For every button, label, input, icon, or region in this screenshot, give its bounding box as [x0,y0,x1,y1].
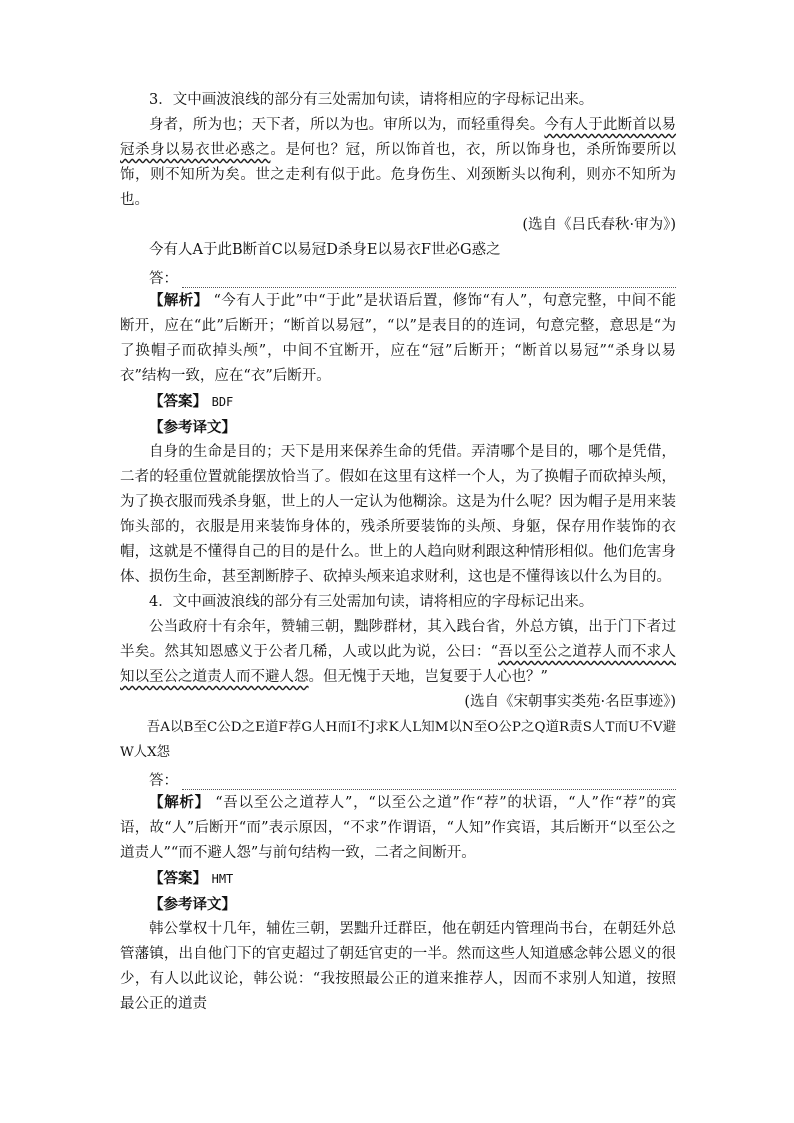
q4-translation: 韩公掌权十几年，辅佐三朝，罢黜升迁群臣，他在朝廷内管理尚书台，在朝廷外总管藩镇，出自他门下的官吏超过了朝廷官吏的一半。然而这些人知道感念韩公恩义的很少，有人以此议论，韩公说：“我按照最公正的道来推荐人，因而不求别人知道，按照最公正的道责 [120,921,676,1012]
q3-key-label: 【答案】 [149,393,207,410]
q3-marked-sentence: 今有人A于此B断首C以易冠D杀身E以易衣F世必G惑之 [149,242,501,258]
q3-answer-blank[interactable] [182,270,676,288]
q4-answer-label: 答： [149,773,178,789]
q3-source: (选自《吕氏春秋·审为》) [522,217,676,233]
q4-analysis-label: 【解析】 [149,794,210,811]
q4-passage-wavy: 吾以至公之道荐人而不求人知以至公之道责人而不避人怨 [120,644,676,685]
q3-passage-wavy: 今有人于此断首以易冠杀身以易衣世必惑之 [120,117,677,158]
q3-answer-label: 答： [149,271,178,287]
q4-translation-label: 【参考译文】 [149,896,236,913]
q3-analysis-text: “今有人于此”中“于此”是状语后置，修饰“有人”，句意完整，中间不能断开，应在“此”后断开；“断首以易冠”，“以”是表目的的连词，句意完整，意思是“为了换帽子而砍掉头颅”，中间不宜断开，应在“冠”后断开；“断首以易冠”“杀身以易衣”结构一致，应在“衣”后断开。 [120,293,677,384]
q4-key-row [120,866,676,892]
document-page [120,88,676,1017]
q4-source: (选自《宋朝事实类苑·名臣事迹》) [464,694,676,710]
q3-key-row [120,389,676,415]
q4-answer-line[interactable] [120,765,676,790]
q3-translation: 自身的生命是目的；天下是用来保养生命的凭借。弄清哪个是目的，哪个是凭借，二者的轻重位置就能摆放恰当了。假如在这里有这样一个人，为了换帽子而砍掉头颅，为了换衣服而残杀身躯，世上的人一定认为他糊涂。这是为什么呢？因为帽子是用来装饰头部的，衣服是用来装饰身体的，残杀所要装饰的头颅、身躯，保存用作装饰的衣帽，这就是不懂得自己的目的是什么。世上的人趋向财利跟这种情形相似。他们危害身体、损伤生命，甚至割断脖子、砍掉头颅来追求财利，这也是不懂得该以什么为目的。 [120,444,676,585]
q3-passage-pre: 身者，所为也；天下者，所以为也。审所以为，而轻重得矣。 [149,117,545,133]
q4-marked-sentence: 吾A以B至C公D之E道F荐G人H而I不J求K人L知M以N至O公P之Q道R责S人T而U不V避W人X怨 [120,720,676,760]
q4-passage-pre: 公当政府十有余年，赞辅三朝，黜陟群材，其入践台省，外总方镇，出于门下者过半矣。然其知恩感义于公者几稀，人或以此为说，公曰：“ [120,619,676,660]
q3-translation-label: 【参考译文】 [149,419,236,436]
q4-key-label: 【答案】 [149,870,207,887]
q4-key: HMT [211,872,234,886]
q3-analysis-label: 【解析】 [149,292,209,309]
q4-analysis-text: “吾以至公之道荐人”，“以至公之道”作“荐”的状语，“人”作“荐”的宾语，故“人”后断开“而”表示原因，“不求”作谓语，“人知”作宾语，其后断开“以至公之道责人”“而不避人怨”与前句结构一致，二者之间断开。 [120,795,677,861]
q4-passage [120,615,676,690]
q4-answer-blank[interactable] [182,772,676,790]
q4-analysis [120,790,676,866]
q3-answer-line[interactable] [120,263,676,288]
q4-question: 4．文中画波浪线的部分有三处需加句读，请将相应的字母标记出来。 [149,594,594,610]
q3-passage [120,113,676,213]
q4-passage-post: 。但无愧于天地，岂复要于人心也？” [308,669,548,685]
q3-question: 3．文中画波浪线的部分有三处需加句读，请将相应的字母标记出来。 [149,92,594,108]
q3-passage-post: 。是何也？冠，所以饰首也，衣，所以饰身也，杀所饰要所以饰，则不知所为矣。世之走利有似于此。危身伤生、刈颈断头以徇利，则亦不知所为也。 [120,142,677,208]
q3-key: BDF [211,395,234,409]
q3-analysis [120,288,676,389]
